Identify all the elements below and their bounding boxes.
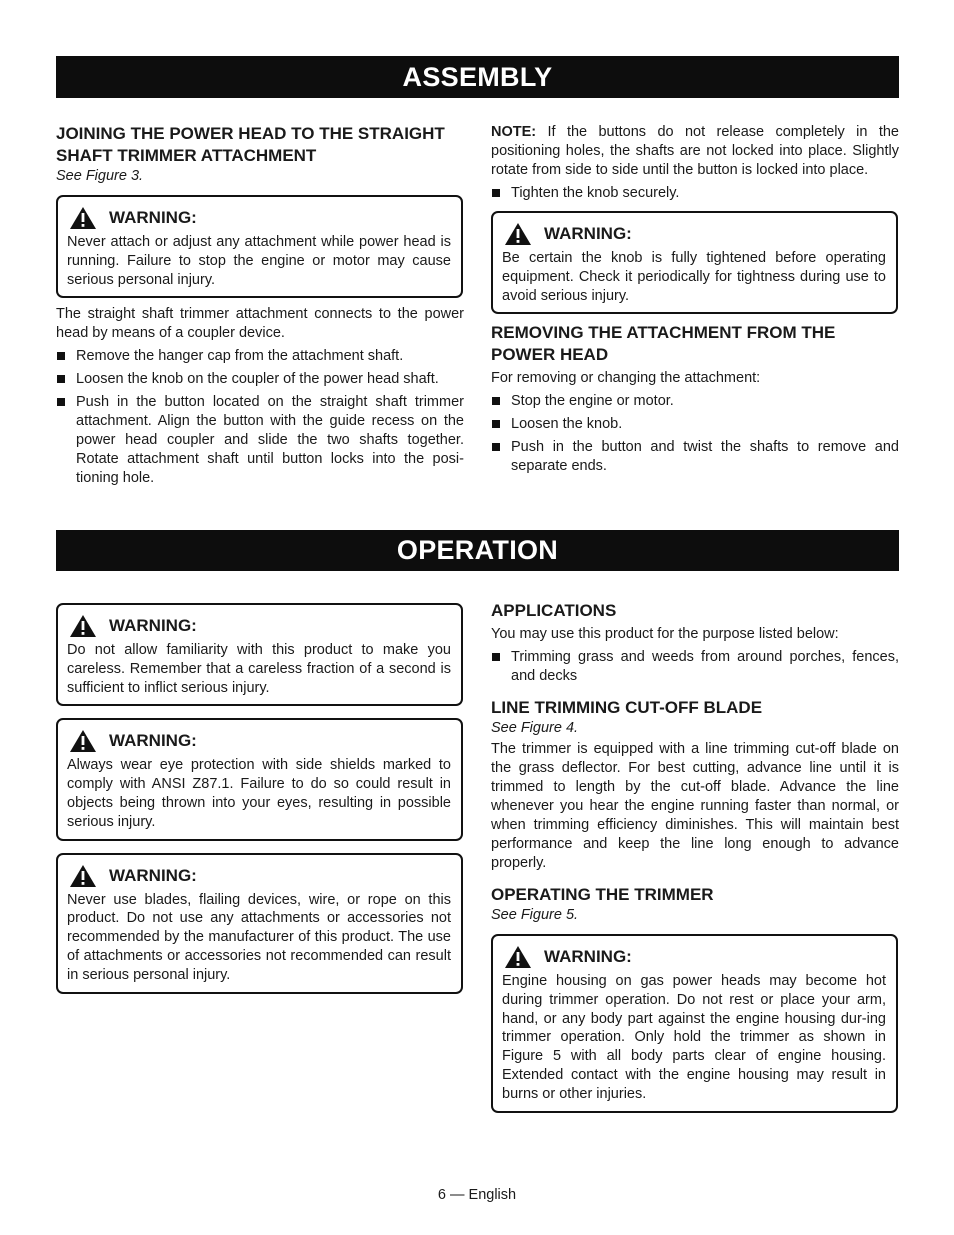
applications-intro: You may use this product for the purpose listed below:: [491, 626, 839, 642]
warning-title: WARNING:: [544, 224, 632, 243]
warning-text: Always wear eye protection with side shields marked to comply with ANSI Z87.1. Failure to do so could result in objects being thrown into your eyes, resulting in possible serious injury.: [67, 757, 451, 830]
bullet-square-icon: [492, 397, 500, 405]
joining-see-figure: See Figure 3.: [56, 168, 144, 184]
blades-warning-box: [56, 853, 463, 994]
page-footer: 6 — English: [437, 1187, 517, 1203]
warning-header: [502, 222, 886, 246]
warning-triangle-icon: [69, 729, 97, 753]
assembly-left-column: [56, 123, 464, 488]
operation-title: OPERATION: [396, 535, 559, 565]
warning-header: [67, 729, 451, 753]
applications-heading: APPLICATIONS: [491, 601, 617, 620]
joining-intro: The straight shaft trimmer attachment connects to the power head by means of a coupler device.: [56, 306, 464, 342]
bullet-square-icon: [492, 653, 500, 661]
bullet-square-icon: [57, 375, 65, 383]
operation-banner: [56, 530, 899, 571]
list-item: Push in the button located on the straight shaft trimmer attachment. Align the button with the guide recess on the power head coupler and slide the two shafts together. Rotate attachment shaft until button locks into the posi-tioning hole.: [56, 393, 464, 488]
list-item: Remove the hanger cap from the attachment shaft.: [56, 347, 464, 366]
warning-triangle-icon: [69, 864, 97, 888]
knob-warning-box: [491, 211, 898, 314]
warning-text: Engine housing on gas power heads may become hot during trimmer operation. Do not rest or place your arm, hand, or any body part against the engine housing dur-ing trimmer operation. Only hold the trimmer as shown in Figure 5 with all body parts clear of engine housing. Extended contact with the engine housing may result in burns or other injuries.: [502, 973, 886, 1102]
warning-title: WARNING:: [544, 947, 632, 966]
joining-bullet-list: [56, 347, 464, 488]
bullet-square-icon: [57, 352, 65, 360]
assembly-title: ASSEMBLY: [402, 62, 553, 92]
operating-heading: OPERATING THE TRIMMER: [491, 885, 714, 904]
list-item: Loosen the knob on the coupler of the power head shaft.: [56, 370, 464, 389]
note-bullet-list: [491, 184, 899, 203]
bullet-square-icon: [492, 443, 500, 451]
warning-text: Never use blades, flailing devices, wire, or rope on this product. Do not use any attachments or accessories not recommended by the manufacturer of this product. The use of attachments or accessories not recommended can result in serious personal injury.: [67, 891, 451, 983]
applications-bullet-list: [491, 648, 899, 686]
note-text: If the buttons do not release completely in the positioning holes, the shafts are not locked into place. Slightly rotate from side to side until the button is locked into place.: [491, 124, 899, 178]
blade-text: The trimmer is equipped with a line trimming cut-off blade on the grass deflector. For best cutting, advance line until it is trimmed to length by the cut-off blade. Advance the line whenever you hear the engine running faster than normal, or when trimming efficiency diminishes. This will maintain best performance and keep the line long enough to advance properly.: [491, 741, 899, 871]
note-paragraph: [491, 123, 899, 180]
warning-triangle-icon: [504, 945, 532, 969]
warning-title: WARNING:: [109, 731, 197, 751]
warning-header: [502, 945, 886, 969]
removing-bullet-list: [491, 392, 899, 476]
removing-heading: REMOVING THE ATTACHMENT FROM THE POWER HEAD: [491, 323, 836, 365]
bullet-square-icon: [492, 420, 500, 428]
joining-warning-box: [56, 195, 463, 298]
warning-header: [67, 864, 451, 888]
warning-title: WARNING:: [109, 208, 197, 227]
warning-title: WARNING:: [109, 616, 197, 635]
warning-triangle-icon: [504, 222, 532, 246]
blade-see-figure: See Figure 4.: [491, 720, 579, 736]
note-label: NOTE:: [491, 124, 537, 140]
warning-text: Never attach or adjust any attachment while power head is running. Failure to stop the engine or motor may cause serious personal injury.: [67, 234, 451, 288]
joining-heading: JOINING THE POWER HEAD TO THE STRAIGHT SHAFT TRIMMER ATTACHMENT: [56, 124, 445, 165]
blade-heading: LINE TRIMMING CUT-OFF BLADE: [491, 698, 763, 717]
warning-triangle-icon: [69, 614, 97, 638]
engine-housing-warning-box: [491, 934, 898, 1113]
removing-intro: For removing or changing the attachment:: [491, 370, 761, 387]
warning-text: Be certain the knob is fully tightened before operating equipment. Check it periodically for tightness during use to avoid serious injury.: [502, 250, 886, 304]
operation-left-column: [56, 603, 464, 994]
bullet-square-icon: [492, 189, 500, 197]
warning-title: WARNING:: [109, 865, 197, 885]
warning-text: Do not allow familiarity with this product to make you careless. Remember that a careless fraction of a second is sufficient to inflict serious injury.: [67, 642, 451, 696]
warning-triangle-icon: [69, 206, 97, 230]
familiarity-warning-box: [56, 603, 463, 706]
bullet-square-icon: [57, 398, 65, 406]
eye-protection-warning-box: [56, 718, 463, 840]
list-item: Stop the engine or motor.: [491, 392, 899, 411]
operating-see-figure: See Figure 5.: [491, 907, 579, 923]
operation-right-column: [491, 600, 899, 1113]
assembly-right-column: [491, 123, 899, 476]
warning-header: [67, 206, 451, 230]
warning-header: [67, 614, 451, 638]
list-item: Trimming grass and weeds from around porches, fences, and decks: [491, 648, 899, 686]
assembly-banner: [56, 56, 899, 98]
list-item: Push in the button and twist the shafts to remove and separate ends.: [491, 438, 899, 476]
list-item: Loosen the knob.: [491, 415, 899, 434]
list-item: Tighten the knob securely.: [491, 184, 899, 203]
